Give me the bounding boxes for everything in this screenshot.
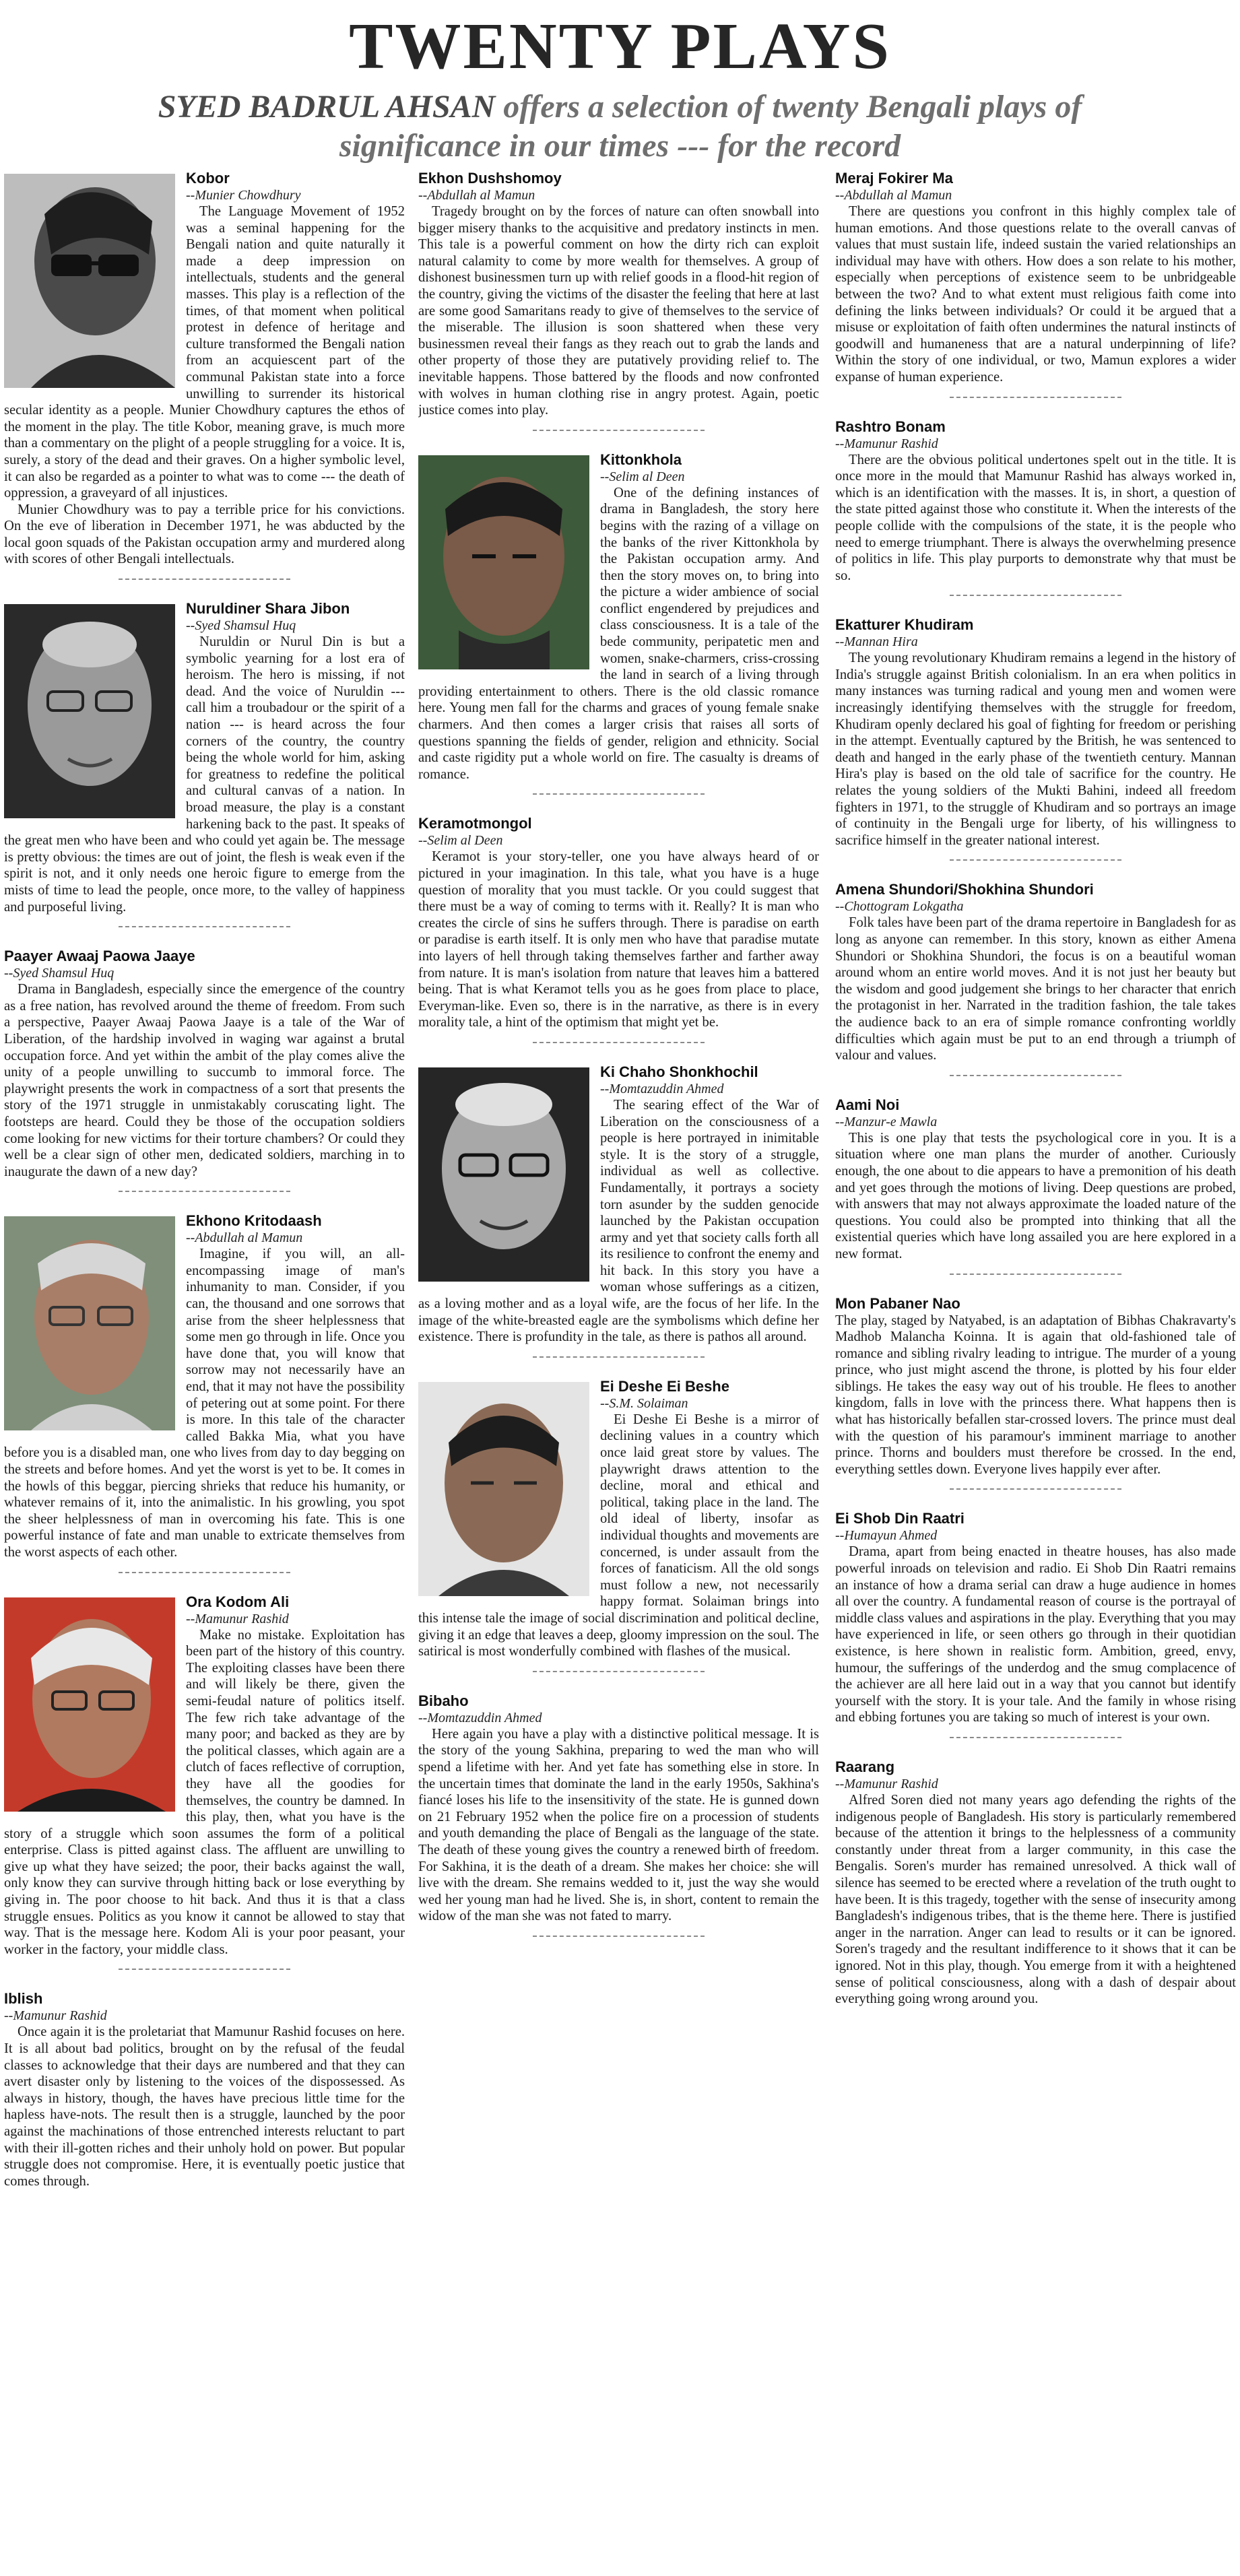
article-title: Keramotmongol	[418, 815, 532, 832]
article-paragraph: There are questions you confront in this highly complex tale of human emotions. And those questions relate to the overall canvas of values that must sustain life, indeed sustain the varied relationships an individual may have with others. How does a son relate to his mother, especially when perceptions of existence seem to be unbridgeable between the two? And to what extent must religious faith come into defining the links between individuals? Or could it be argued that a misuse or exploitation of faith often undermines the natural instincts of goodwill and humaneness that are a natural underpinning of life? Within the story of one individual, or two, Mamun explores a wider expanse of human experience.	[835, 204, 1236, 385]
article-byline: --S.M. Solaiman	[600, 1395, 688, 1411]
article-paragraph: Tragedy brought on by the forces of nature can often snowball into bigger misery thanks to the acquisitive and predatory instincts in men. This tale is a powerful comment on how the dirty rich can exploit natural calamity to come by more wealth for themselves. A group of dishonest businessmen turn up with relief goods in a flood-hit region of the country, giving the victims of the disaster the feeling that here at last are some good Samaritans ready to give of themselves to the service of the miserable. The illusion is soon shattered when these very businessmen reveal their fangs as they reach out to grab the lands and other property of those they are putatively providing relief to. The inevitable happens. Those battered by the floods and now confronted with wolves in human clothing rise in angry protest. Again, poetic justice comes into play.	[418, 204, 819, 418]
portrait-photo-ei-deshe	[418, 1382, 589, 1596]
dashed-divider	[119, 579, 290, 580]
article-paragraph: There are the obvious political undertones spelt out in the title. It is once more in the mould that Mamunur Rashid has always worked in, which is an identification with the masses. It is, in short, a question of the state pitted against those who constitute it. When the interests of the people collide with the compulsions of the state, it is the people who need to emerge triumphant. There is always the overwhelming presence of politics in life. This play purports to demonstrate why that must be so.	[835, 452, 1236, 583]
article-ekhono-kritodaash	[4, 1212, 405, 1573]
article-paragraph: The young revolutionary Khudiram remains a legend in the history of India's struggle against British colonialism. In an era when politics in many instances was turning radical and young men and women were increasingly identifying themselves with the struggle for freedom, Khudiram openly declared his goal of fighting for freedom or perishing in the attempt. Eventually captured by the British, he was sentenced to death and hanged in the early phase of the twentieth century. Mannan Hira's play is based on the old tale of sacrifice for the country. He relates the young soldiers of the Mukti Bahini, indeed all freedom fighters in 1971, to the struggle of Khudiram and so portrays an image of continuity in the Bengali urge for liberty, of his willingness to sacrifice himself in the greater national interest.	[835, 651, 1236, 848]
article-title: Rashtro Bonam	[835, 418, 946, 435]
article-paayer-awaaj	[4, 948, 405, 1192]
article-title: Kobor	[186, 170, 230, 187]
portrait-photo-nuruldiner	[4, 604, 175, 818]
article-byline: --Chottogram Lokgatha	[835, 899, 964, 915]
article-byline: --Momtazuddin Ahmed	[418, 1710, 542, 1725]
masthead	[0, 0, 1240, 168]
article-ekatturer-khudiram	[835, 616, 1236, 861]
article-paragraph: Ei Deshe Ei Beshe is a mirror of declining values in a country which once laid great store by values. The playwright draws attention to the decline, moral and ethical and political, taking place in the land. The old ideal of liberty, insofar as individual thoughts and movements are concerned, is under assault from the forces of fanaticism. All the old songs must follow a new, not necessarily happy format. Solaiman brings into this intense tale the image of social discrimination and political decline, giving it an edge that leaves a deep, gloomy impression on the soul. The satirical is most wonderfully combined with flashes of the musical.	[418, 1412, 819, 1659]
article-byline: --Selim al Deen	[600, 469, 685, 484]
dashed-divider	[950, 1737, 1121, 1738]
article-byline: --Selim al Deen	[418, 833, 503, 849]
article-paragraph: The Language Movement of 1952 was a seminal happening for the Bengali nation and quite naturally it made a deep impression on intellectuals, students and the general masses. This play is a reflection of the times, of that moment when political protest in defence of heritage and culture transformed the Bengali nation from an acquiescent part of the communal Pakistan state into a force unwilling to surrender its historical secular identity as a people. Munier Chowdhury captures the ethos of the moment in the play. The title Kobor, meaning grave, is much more than a commentary on the plight of a people struggling for a voice. It is, surely, a story of the dead and their graves. On a higher symbolic level, it can also be regarded as a pointer to what was to come --- the death of oppression, a graveyard of all injustices.	[4, 204, 405, 501]
article-paragraph: Once again it is the proletariat that Mamunur Rashid focuses on here. It is all about bad politics, brought on by the refusal of the feudal classes to acknowledge that their days are numbered and that they can avert disaster only by listening to the voices of the dispossessed. As always in history, though, the haves have precious little time for the hapless have-nots. The result then is a struggle, launched by the poor against the machinations of those entrenched interests reluctant to part with their ill-gotten riches and their unholy hold on power. But popular struggle does not compromise. Here, it is eventually poetic justice that comes through.	[4, 2024, 405, 2189]
article-byline: --Syed Shamsul Huq	[4, 966, 115, 981]
article-title: Ekhon Dushshomoy	[418, 170, 562, 187]
article-paragraph: Nuruldin or Nurul Din is but a symbolic yearning for a lost era of heroism. The hero is missing, if not dead. And the voice of Nuruldin --- call him a troubadour or the spirit of a nation --- is heard across the four corners of the country, the country being the whole world for him, asking for greatness to redefine the political and cultural canvas of a nation. In broad measure, the play is a constant harkening back to the past. It speaks of the great men who have been and who could yet again be. The message is pretty obvious: the times are out of joint, the flesh is weak even if the spirit is not, and it only needs one heroic figure to emerge from the mists of time to lead the people, once more, to the valley of happiness and purposeful living.	[4, 634, 405, 915]
article-byline: --Manzur-e Mawla	[835, 1114, 938, 1129]
article-byline: --Abdullah al Mamun	[835, 188, 952, 203]
article-byline: --Mamunur Rashid	[835, 1776, 938, 1791]
dashed-divider	[119, 1969, 290, 1970]
article-aami-noi	[835, 1096, 1236, 1275]
dashed-divider	[950, 1075, 1121, 1076]
portrait-photo-kobor	[4, 174, 175, 388]
dashed-divider	[533, 1042, 705, 1043]
article-byline: --Munier Chowdhury	[186, 188, 301, 203]
article-title: Iblish	[4, 1990, 43, 2008]
article-byline: --Humayun Ahmed	[835, 1528, 938, 1544]
article-nuruldiner-shara-jibon	[4, 600, 405, 927]
page-title: TWENTY PLAYS	[349, 10, 891, 83]
dashed-divider	[119, 926, 290, 927]
subtitle-text: offers a selection of twenty Bengali plays of significance in our times --- for the record	[339, 89, 1082, 164]
portrait-photo-ekhono	[4, 1216, 175, 1430]
article-title: Aami Noi	[835, 1096, 900, 1113]
article-paragraph: Munier Chowdhury was to pay a terrible price for his convictions. On the eve of liberation in December 1971, he was abducted by the local goon squads of the Pakistan occupation army and murdered along with scores of other Bengali intellectuals.	[4, 502, 405, 567]
dashed-divider	[119, 1572, 290, 1573]
article-title: Ekhono Kritodaash	[186, 1212, 322, 1230]
article-paragraph: This is one play that tests the psychological core in you. It is a situation where one man plans the murder of another. Curiously enough, the one about to die appears to have a premonition of his death and yet goes through the motions of living. Deep questions are probed, with answers that may not always approximate the loaded nature of the questions. You could also be prompted into thinking that all the existential queries which have long assailed you are here explored in a new format.	[835, 1130, 1236, 1261]
article-byline: --Mamunur Rashid	[186, 1611, 289, 1626]
article-mon-pabaner-nao	[835, 1295, 1236, 1490]
article-title: Amena Shundori/Shokhina Shundori	[835, 881, 1094, 898]
article-byline: --Abdullah al Mamun	[418, 188, 535, 203]
dashed-divider	[950, 859, 1121, 861]
article-byline: --Momtazuddin Ahmed	[600, 1081, 724, 1096]
article-title: Ei Deshe Ei Beshe	[600, 1377, 729, 1395]
dashed-divider	[533, 793, 705, 795]
article-title: Kittonkhola	[600, 451, 682, 468]
dashed-divider	[533, 1671, 705, 1672]
page-subtitle	[149, 88, 1092, 166]
dashed-divider	[533, 1356, 705, 1358]
article-paragraph: The searing effect of the War of Liberation on the consciousness of a people is here portrayed in inimitable style. It is the story of a struggle, individual as well as collective. Fundamentally, it portrays a society torn asunder by the sudden genocide launched by the Pakistan occupation army and yet that society calls forth all its resilience to confront the enemy and hit back. In this story you have a woman whose sufferings as a citizen, as a loving mother and as a loyal wife, are the focus of her life. In the image of the white-breasted eagle are the symbolisms which define her existence. There is profundity in the tale, as there is pathos all around.	[418, 1097, 819, 1345]
dashed-divider	[950, 1274, 1121, 1275]
portrait-photo-ki-chaho	[418, 1067, 589, 1282]
article-meraj-fokirer-ma	[835, 170, 1236, 398]
article-ki-chaho-shonkhochil	[418, 1063, 819, 1358]
article-byline: --Syed Shamsul Huq	[186, 618, 296, 634]
article-byline: --Mannan Hira	[835, 634, 918, 650]
article-title: Mon Pabaner Nao	[835, 1294, 960, 1312]
column-1	[4, 170, 405, 2576]
article-title: Ekatturer Khudiram	[835, 616, 974, 634]
article-paragraph: Drama in Bangladesh, especially since the emergence of the country as a free nation, has revolved around the theme of freedom. From such a perspective, Paayer Awaaj Paowa Jaaye is a tale of the War of Liberation, of the hardship involved in waging war against a brutal occupation force. And yet within the ambit of the play comes alive the unity of a people unwilling to succumb to immoral force. The playwright presents the work in compactness of a sort that presents the story of the 1971 struggle in unmistakably coruscating light. The footsteps are heard. Could they be those of the occupation soldiers come looking for new victims for their torture chambers? Or could they well be a clear sign of other men, dedicated soldiers, marching in to inaugurate the dawn of a new day?	[4, 982, 405, 1179]
article-title: Paayer Awaaj Paowa Jaaye	[4, 948, 195, 965]
article-paragraph: One of the defining instances of drama in Bangladesh, the story here begins with the razing of a village on the banks of the river Kittonkhola by the Pakistan occupation army. And then the story moves on, to bring into the picture a wider ambience of social conflict engendered by prejudices and class consciousness. It is a tale of the bede community, peripatetic men and women, snake-charmers, criss-crossing the land in search of a living through providing entertainment to others. There is the old classic romance here. Young men fall for the charms and graces of young female snake charmers. And then comes a larger crisis that raises all sorts of questions spanning the fields of gender, religion and ethnicity. Social and caste rigidity put a whole world on fire. The casualty is dreams of romance.	[418, 485, 819, 782]
column-3	[835, 170, 1236, 2576]
article-title: Ora Kodom Ali	[186, 1593, 290, 1610]
article-title: Bibaho	[418, 1692, 469, 1709]
article-byline: --Mamunur Rashid	[4, 2008, 107, 2024]
article-paragraph: Imagine, if you will, an all-encompassing image of man's inhumanity to man. Consider, if you can, the thousand and one sorrows that arise from the sheer helplessness that some men go through in life. Once you have done that, you will know that sorrow may not necessarily have an end, that it may not have the possibility of petering out at some point. For there is more. In this tale of the character called Bakka Mia, what you have before you is a disabled man, one who lives from day to day begging on the streets and before homes. And yet the worst is yet to be. It comes in the howls of this beggar, piercing shrieks that reduce his humanity, or whatever remains of it, into the animalistic. In his growling, you spot the sheer helplessness of man in overcoming his fate. This is one powerful instance of fate and man unable to extricate themselves from the worst aspects of each other.	[4, 1247, 405, 1560]
column-2	[418, 170, 819, 2576]
article-title: Raarang	[835, 1758, 895, 1775]
article-ekhon-dushshomoy	[418, 170, 819, 431]
article-kobor	[4, 170, 405, 580]
article-paragraph: Make no mistake. Exploitation has been part of the history of this country. The exploiting classes have been there and will likely be there, given the semi-feudal nature of politics itself. The few rich take advantage of the many poor; and backed as they are by the political classes, which again are a clutch of faces reflective of corruption, they have all the goodies for themselves, the country be damned. In this play, then, what you have is the story of a struggle which soon assumes the form of a political enterprise. Class is pitted against class. The affluent are unwilling to give up what they have seized; the poor, their backs against the wall, only know they can survive through hitting back or lose everything by giving in. The poor choose to hit back. And thus it is that a class struggle ensues. Politics as you know it cannot be allowed to stay that way. That is the message here. Kodom Ali is your poor peasant, your worker in the factory, your middle class.	[4, 1627, 405, 1957]
article-amena-shundori	[835, 881, 1236, 1076]
article-paragraph: Folk tales have been part of the drama repertoire in Bangladesh for as long as anyone can remember. In this story, known as either Amena Shundori or Shokhina Shundori, the focus is on a beautiful woman around whom an entire world moves. And it is not just her beauty but the wisdom and good judgement she brings to her character that enrich the protagonist in her. Narrated in the tradition fashion, the tale takes the audience back to an era of simple romance confronting worldly difficulties which again must be put to an end through a triumph of valour and values.	[835, 915, 1236, 1063]
article-title: Ei Shob Din Raatri	[835, 1510, 965, 1527]
article-kittonkhola	[418, 451, 819, 795]
dashed-divider	[950, 595, 1121, 596]
dashed-divider	[950, 1488, 1121, 1490]
subtitle-author: SYED BADRUL AHSAN	[158, 89, 496, 125]
article-byline: --Mamunur Rashid	[835, 436, 938, 451]
dashed-divider	[533, 1936, 705, 1937]
article-paragraph: Here again you have a play with a distinctive political message. It is the story of the young Sakhina, preparing to wed the man who will spend a lifetime with her. And yet fate has something else in store. In the uncertain times that dominate the land in the early 1950s, Sakhina's fiancé loses his life to the insensitivity of the state. He is gunned down on 21 February 1952 when the police fire on a procession of students and youth demanding the place of Bengali as the language of the state. The death of these young gives the country a renewed birth of freedom. For Sakhina, it is the death of a dream. She makes her choice: she will live with the dream. She remains wedded to it, just the way she would wed her young man had he lived. She is, in short, content to remain the widow of the man she was not fated to marry.	[418, 1726, 819, 1924]
article-title: Meraj Fokirer Ma	[835, 170, 953, 187]
dashed-divider	[950, 397, 1121, 398]
article-ora-kodom-ali	[4, 1593, 405, 1971]
article-ei-shob-din-raatri	[835, 1510, 1236, 1738]
article-title: Nuruldiner Shara Jibon	[186, 600, 350, 618]
portrait-photo-ora-kodom-ali	[4, 1597, 175, 1812]
dashed-divider	[119, 1191, 290, 1192]
article-title: Ki Chaho Shonkhochil	[600, 1063, 758, 1080]
article-paragraph: Alfred Soren died not many years ago defending the rights of the indigenous people of Bangladesh. His story is particularly remembered because of the attention it brings to the helplessness of a community constantly under threat from a larger community, in this case the Bengalis. Soren's murder has remained unresolved. A thick wall of silence has seemed to be erected where a revelation of the truth ought to have been. It is this tragedy, together with the sense of insecurity among Bangladesh's indigenous tribes, that is the theme here. There is justified anger in the narration. Anger can lead to results or it can be ignored. Soren's tragedy and the resultant indifference to it shows that it can be ignored. Not in this play, though. You emerge from it with a heightened sense of political consciousness, along with a dash of despair about everything going wrong around you.	[835, 1792, 1236, 2007]
article-keramotmongol	[418, 815, 819, 1043]
article-bibaho	[418, 1692, 819, 1937]
article-rashtro-bonam	[835, 418, 1236, 597]
article-ei-deshe-ei-beshe	[418, 1378, 819, 1672]
article-paragraph: The play, staged by Natyabed, is an adaptation of Bibhas Chakravarty's Madhob Malancha Koinna. It is again that old-fashioned tale of romance and sibling rivalry leading to intrigue. The murder of a young prince, who just might ascend the throne, is plotted by his four elder siblings. He takes the easy way out of his trouble. He flees to another kingdom, falls in love with the princess there. What happens then is what has historically befallen star-crossed lovers. The prince must deal with the question of his paramour's imminent marriage to another prince. Thorns and boulders must therefore be crossed. In the end, everything settles down. Everyone lives happily ever after.	[835, 1313, 1236, 1477]
portrait-photo-kittonkhola	[418, 455, 589, 669]
article-iblish	[4, 1990, 405, 2189]
article-paragraph: Drama, apart from being enacted in theatre houses, has also made powerful inroads on television and radio. Ei Shob Din Raatri remains an instance of how a drama serial can draw a huge audience in homes all over the country. A fundamental reason of course is the portrayal of middle class values and aspirations in the play. Everything that you may have experienced in life, or seen others go through in their quotidian existence, is here shown in realistic form. Ambition, greed, envy, humour, the sufferings of the underdog and the smug complacence of the achiever are all here laid out in a way that you cannot but identify yourself with the story. It is your tale. And the family in whose rising and ebbing fortunes you are taking so much of interest is your own.	[835, 1544, 1236, 1725]
article-paragraph: Keramot is your story-teller, one you have always heard of or pictured in your imagination. In this tale, what you have is a huge question of morality that you must tackle. Or you could suggest that there must be a way of coming to terms with it. Really? It is man who creates the circle of sins he suffers through. There is paradise on earth or paradise is earth itself. It is only men who have that paradise mutate into layers of hell through taking themselves farther and farther away from nature. It is man's isolation from nature that leaves him a battered being. That is what Keramot tells you as he goes from place to place, Everyman-like. Even so, there is in the narrative, as there is in every morality tale, a hint of the optimism that might yet be.	[418, 849, 819, 1030]
article-raarang	[835, 1758, 1236, 2008]
dashed-divider	[533, 430, 705, 431]
article-byline: --Abdullah al Mamun	[186, 1230, 303, 1246]
